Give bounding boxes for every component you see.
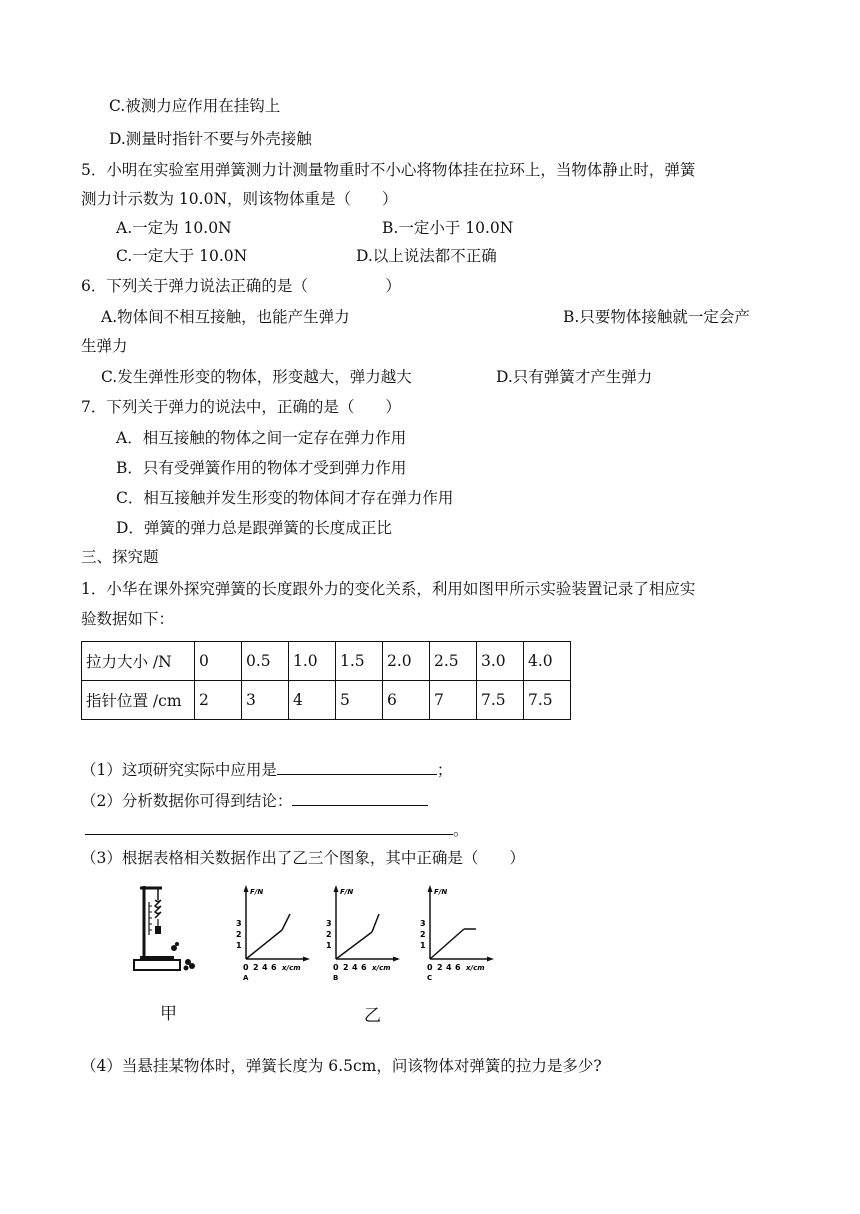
figure-label-jia: 甲 xyxy=(160,1004,177,1024)
q6-option-b: B.只要物体接触就一定会产 xyxy=(563,308,750,326)
graph-b-y-tick: 3 xyxy=(326,919,332,928)
graph-c-x-tick: 2 xyxy=(437,963,443,972)
graph-a xyxy=(232,883,312,987)
graph-a-y-tick: 1 xyxy=(236,941,242,950)
section-title: 三、探究题 xyxy=(81,548,159,566)
table-cell: 7.5 xyxy=(524,681,571,720)
sub1-suffix: ； xyxy=(436,761,453,779)
table-row-position xyxy=(82,681,571,720)
table-cell: 2 xyxy=(195,681,242,720)
p1-stem-line2: 验数据如下： xyxy=(81,610,175,628)
sub-question-4: （4）当悬挂某物体时，弹簧长度为 6.5cm，问该物体对弹簧的拉力是多少? xyxy=(81,1057,602,1075)
q7-option-c: C．相互接触并发生形变的物体间才存在弹力作用 xyxy=(116,489,454,507)
table-cell: 1.0 xyxy=(289,642,336,681)
graph-a-y-label: F/N xyxy=(250,888,264,896)
q6-option-b-continued: 生弹力 xyxy=(81,337,128,355)
q7-stem: 7．下列关于弹力的说法中，正确的是（ ） xyxy=(81,398,401,416)
graph-a-y-tick: 3 xyxy=(236,919,242,928)
table-cell: 4.0 xyxy=(524,642,571,681)
q6-option-c: C.发生弹性形变的物体，形变越大，弹力越大 xyxy=(101,368,412,386)
q5-stem-line2: 测力计示数为 10.0N，则该物体重是（ ） xyxy=(81,190,398,208)
answer-blank-1[interactable] xyxy=(277,758,437,775)
answer-blank-2b[interactable] xyxy=(85,818,453,835)
graph-c-y-tick: 2 xyxy=(420,930,426,939)
graph-b-y-label: F/N xyxy=(340,888,354,896)
graph-c-y-label: F/N xyxy=(434,888,448,896)
sub-question-1 xyxy=(81,758,452,780)
q5-option-a: A.一定为 10.0N xyxy=(116,219,232,237)
table-header-position: 指针位置 /cm xyxy=(82,681,195,720)
graph-b-y-tick: 1 xyxy=(326,941,332,950)
sub2-suffix: 。 xyxy=(453,821,469,839)
graph-c-x-tick: 6 xyxy=(455,963,461,972)
table-header-force: 拉力大小 /N xyxy=(82,642,195,681)
q7-option-b: B．只有受弹簧作用的物体才受到弹力作用 xyxy=(116,459,407,477)
sub-question-3: （3）根据表格相关数据作出了乙三个图象，其中正确是（ ） xyxy=(81,849,525,867)
q7-option-a: A．相互接触的物体之间一定存在弹力作用 xyxy=(116,429,407,447)
q6-option-d: D.只有弹簧才产生弹力 xyxy=(496,368,653,386)
table-cell: 4 xyxy=(289,681,336,720)
table-cell: 2.0 xyxy=(383,642,430,681)
q5-option-c: C.一定大于 10.0N xyxy=(116,247,248,265)
graph-b xyxy=(322,883,402,987)
q5-stem-line1: 5．小明在实验室用弹簧测力计测量物重时不小心将物体挂在拉环上，当物体静止时，弹簧 xyxy=(81,161,696,179)
graph-c-x-tick: 0 xyxy=(427,963,433,972)
q6-stem: 6．下列关于弹力说法正确的是（ ） xyxy=(81,277,401,295)
graph-b-x-tick: 2 xyxy=(343,963,349,972)
graph-b-y-tick: 2 xyxy=(326,930,332,939)
graph-a-y-tick: 2 xyxy=(236,930,242,939)
table-cell: 7 xyxy=(430,681,477,720)
graph-c-x-label: x/cm xyxy=(466,964,485,972)
q5-option-d: D.以上说法都不正确 xyxy=(356,247,497,265)
graph-c-y-tick: 1 xyxy=(420,941,426,950)
graph-c-label: C xyxy=(427,974,433,982)
table-cell: 3 xyxy=(242,681,289,720)
table-row-force xyxy=(82,642,571,681)
apparatus-drawing xyxy=(130,880,210,975)
graph-b-x-tick: 4 xyxy=(352,963,358,972)
graph-a-x-tick: 4 xyxy=(262,963,268,972)
q6-option-a: A.物体间不相互接触，也能产生弹力 xyxy=(101,308,350,326)
table-cell: 2.5 xyxy=(430,642,477,681)
graph-b-label: B xyxy=(333,974,339,982)
p1-stem-line1: 1．小华在课外探究弹簧的长度跟外力的变化关系，利用如图甲所示实验装置记录了相应实 xyxy=(81,580,696,598)
sub1-prefix: （1）这项研究实际中应用是 xyxy=(81,761,277,779)
table-cell: 3.0 xyxy=(477,642,524,681)
data-table xyxy=(81,641,571,720)
graph-c xyxy=(416,883,496,987)
q5-option-b: B.一定小于 10.0N xyxy=(382,219,514,237)
graph-a-label: A xyxy=(243,974,249,982)
figure-label-yi: 乙 xyxy=(364,1006,381,1026)
table-cell: 0.5 xyxy=(242,642,289,681)
graph-c-x-tick: 4 xyxy=(446,963,452,972)
answer-blank-2a[interactable] xyxy=(292,789,428,806)
table-cell: 7.5 xyxy=(477,681,524,720)
sub-question-2 xyxy=(81,789,428,811)
table-cell: 1.5 xyxy=(336,642,383,681)
table-cell: 6 xyxy=(383,681,430,720)
q4-option-d: D.测量时指针不要与外壳接触 xyxy=(109,130,312,148)
q4-option-c: C.被测力应作用在挂钩上 xyxy=(109,97,281,115)
q7-option-d: D．弹簧的弹力总是跟弹簧的长度成正比 xyxy=(116,519,392,537)
graph-a-x-label: x/cm xyxy=(282,964,301,972)
table-cell: 0 xyxy=(195,642,242,681)
graph-a-x-tick: 0 xyxy=(243,963,249,972)
graph-c-y-tick: 3 xyxy=(420,919,426,928)
graph-a-x-tick: 2 xyxy=(253,963,259,972)
figure-jia-apparatus xyxy=(130,880,210,979)
graph-b-x-label: x/cm xyxy=(372,964,391,972)
graph-b-x-tick: 0 xyxy=(333,963,339,972)
sub2-prefix: （2）分析数据你可得到结论： xyxy=(81,792,293,810)
sub-question-2-continued xyxy=(85,818,469,840)
graph-b-x-tick: 6 xyxy=(361,963,367,972)
table-cell: 5 xyxy=(336,681,383,720)
graph-a-x-tick: 6 xyxy=(271,963,277,972)
